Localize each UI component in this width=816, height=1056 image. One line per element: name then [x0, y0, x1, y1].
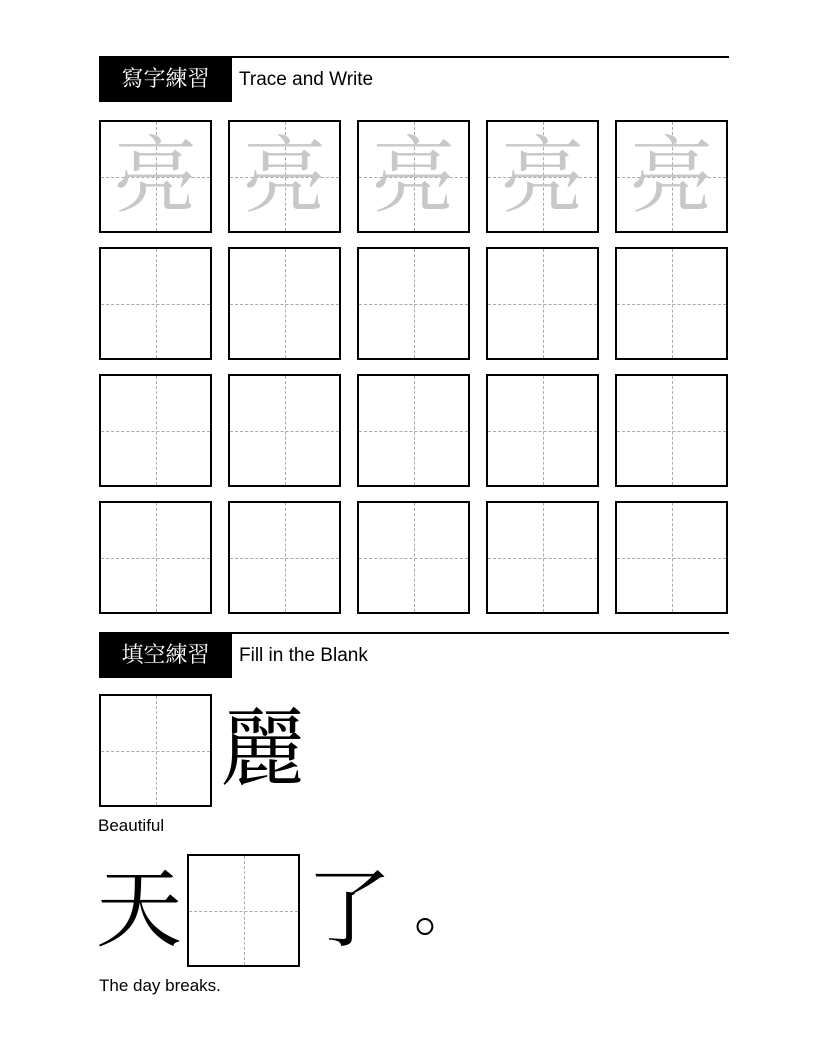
- trace-box[interactable]: [357, 120, 470, 233]
- writing-box[interactable]: [486, 501, 599, 614]
- writing-box[interactable]: [486, 374, 599, 487]
- writing-box[interactable]: [99, 247, 212, 360]
- exercise2-punct: 。: [414, 875, 474, 945]
- fill-blank-box-2[interactable]: [187, 854, 300, 967]
- writing-box[interactable]: [357, 374, 470, 487]
- writing-box[interactable]: [228, 247, 341, 360]
- writing-box[interactable]: [228, 374, 341, 487]
- fill-section-title-zh: 填空練習: [99, 634, 232, 678]
- writing-box[interactable]: [357, 247, 470, 360]
- exercise1-meaning: Beautiful: [98, 816, 165, 835]
- writing-box[interactable]: [99, 374, 212, 487]
- exercise2-meaning: The day breaks.: [99, 976, 221, 995]
- trace-character: 亮: [242, 127, 327, 225]
- trace-section-header: [99, 56, 729, 102]
- trace-box[interactable]: [228, 120, 341, 233]
- fill-section-title-en: Fill in the Blank: [239, 645, 368, 666]
- trace-character: 亮: [629, 127, 714, 225]
- writing-box[interactable]: [615, 247, 728, 360]
- trace-box[interactable]: [99, 120, 212, 233]
- trace-section-title-zh: 寫字練習: [99, 58, 232, 102]
- trace-character: 亮: [371, 127, 456, 225]
- writing-box[interactable]: [357, 501, 470, 614]
- fill-blank-box-1[interactable]: [99, 694, 212, 807]
- exercise2-char-before: 天: [96, 860, 182, 960]
- trace-character: 亮: [500, 127, 585, 225]
- trace-box[interactable]: [486, 120, 599, 233]
- writing-box[interactable]: [486, 247, 599, 360]
- writing-box[interactable]: [615, 501, 728, 614]
- trace-character: 亮: [113, 127, 198, 225]
- writing-box[interactable]: [99, 501, 212, 614]
- exercise2-char-after: 了: [306, 860, 392, 960]
- writing-box[interactable]: [228, 501, 341, 614]
- exercise1-char-after: 麗: [220, 699, 306, 799]
- fill-section-header: [99, 632, 729, 678]
- trace-box[interactable]: [615, 120, 728, 233]
- writing-box[interactable]: [615, 374, 728, 487]
- trace-section-title-en: Trace and Write: [239, 69, 374, 90]
